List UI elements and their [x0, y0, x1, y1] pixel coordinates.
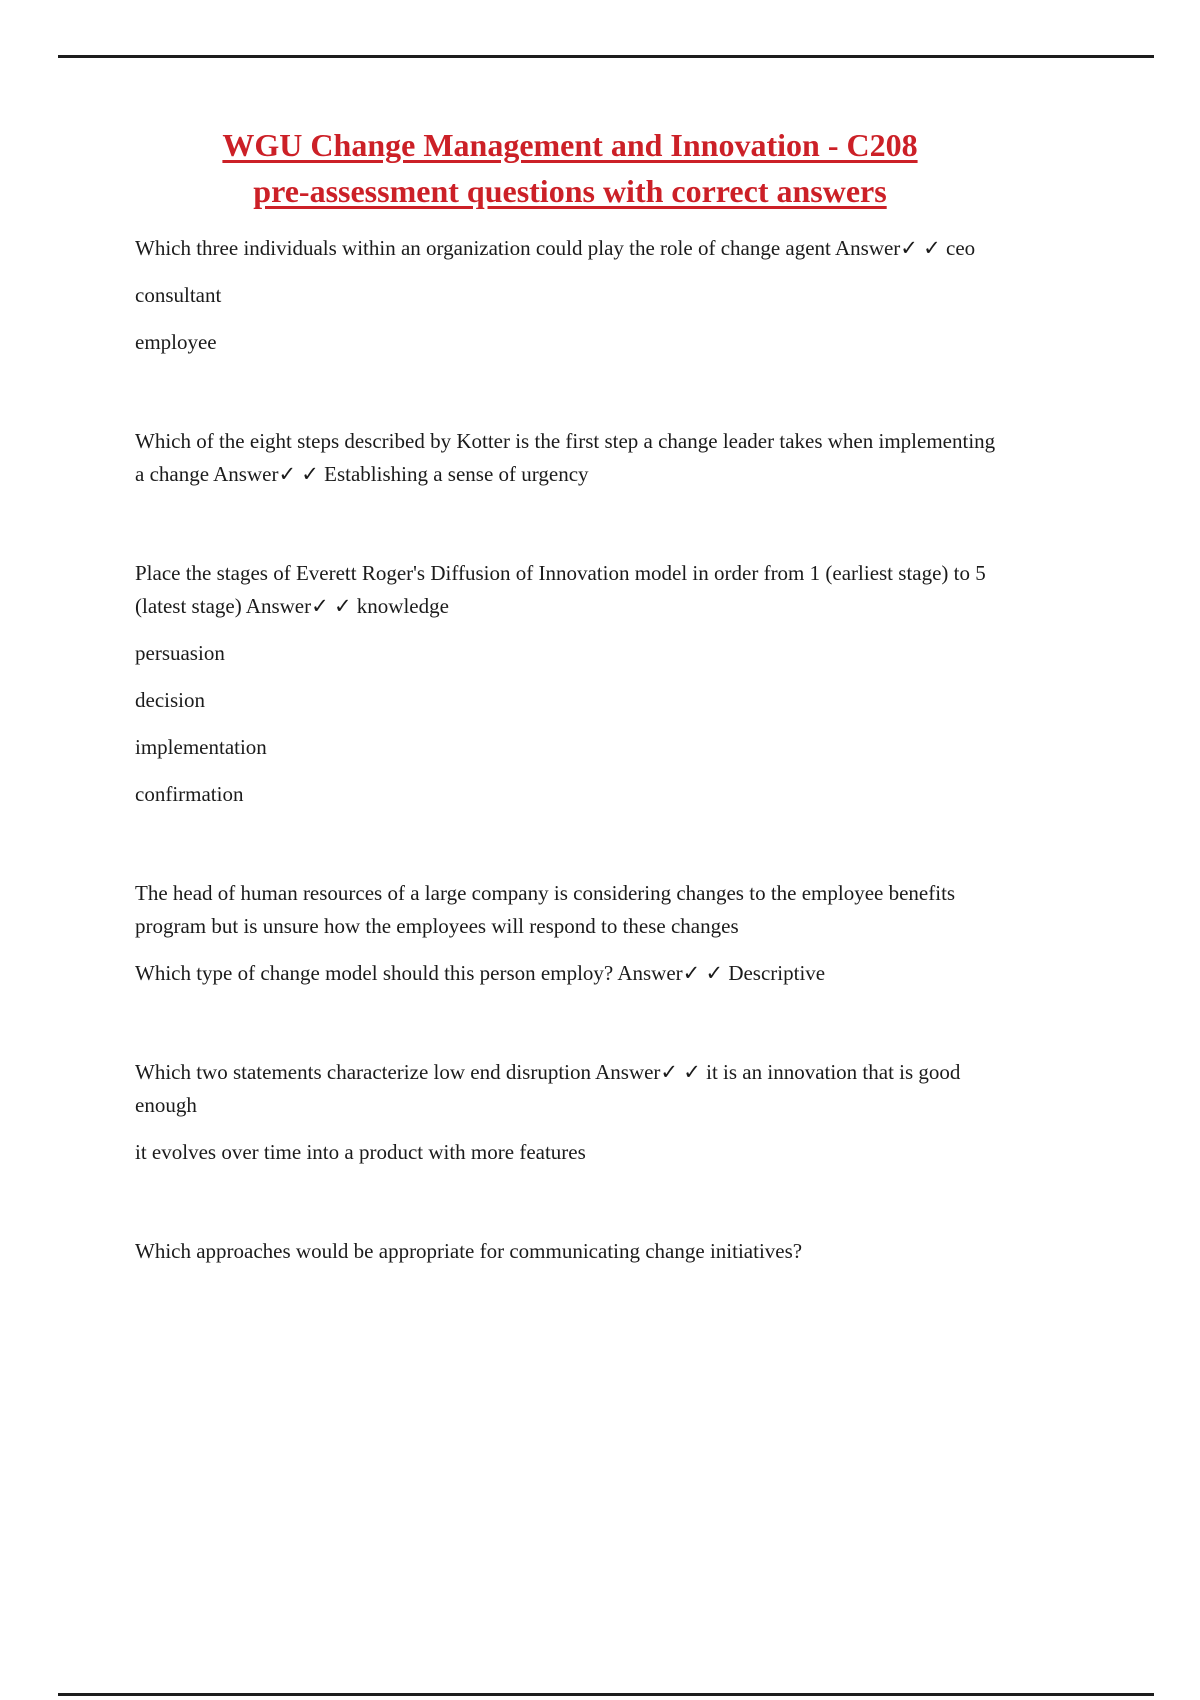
document-content [135, 0, 1005, 1282]
qa-paragraph: Which two statements characterize low end disruption Answer✓ ✓ it is an innovation that is good enough [135, 1060, 961, 1117]
qa-paragraph: Place the stages of Everett Roger's Diffusion of Innovation model in order from 1 (earliest stage) to 5 (latest stage) Answer✓ ✓ knowledge [135, 561, 986, 618]
qa-paragraph: Which of the eight steps described by Kotter is the first step a change leader takes when implementing a change Answer✓ ✓ Establishing a sense of urgency [135, 429, 996, 486]
qa-paragraph: The head of human resources of a large company is considering changes to the employee benefits program but is unsure how the employees will respond to these changes [135, 881, 956, 938]
page-title-line-2: pre-assessment questions with correct answers [253, 173, 887, 209]
answer-option: decision [135, 688, 205, 712]
qa-paragraph: Which type of change model should this person employ? Answer✓ ✓ Descriptive [135, 961, 826, 985]
answer-option: consultant [135, 283, 222, 307]
answer-option: confirmation [135, 782, 244, 806]
answer-option: employee [135, 330, 217, 354]
answer-option: it evolves over time into a product with more features [135, 1140, 586, 1164]
bottom-divider [58, 1693, 1154, 1696]
qa-paragraph: Which three individuals within an organization could play the role of change agent Answer✓ ✓ ceo [135, 236, 976, 260]
answer-option: persuasion [135, 641, 225, 665]
qa-paragraph: Which approaches would be appropriate for communicating change initiatives? [135, 1239, 803, 1263]
page-title [135, 122, 1005, 214]
answer-option: implementation [135, 735, 267, 759]
page-title-line-1: WGU Change Management and Innovation - C208 [222, 127, 918, 163]
